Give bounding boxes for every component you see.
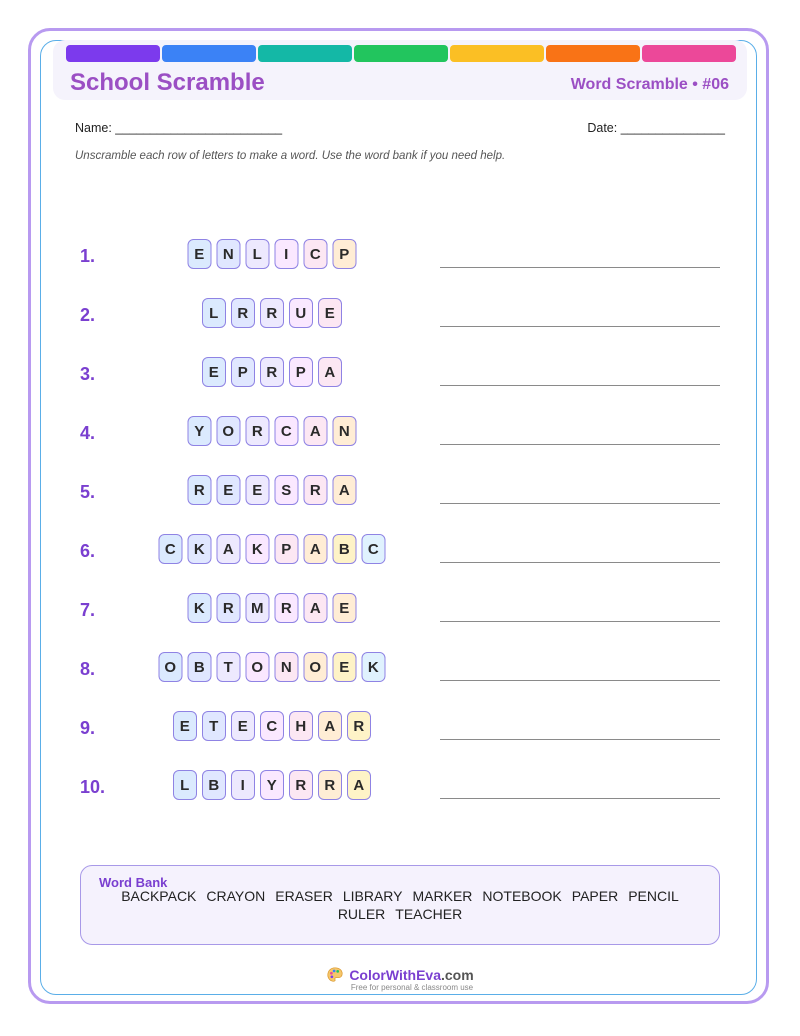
letter-tiles xyxy=(159,534,386,564)
letter-tile: A xyxy=(304,416,328,446)
letter-tile: N xyxy=(275,652,299,682)
answer-line[interactable] xyxy=(440,326,720,327)
letter-tile: B xyxy=(333,534,357,564)
puzzle-row xyxy=(0,296,800,336)
letter-tiles xyxy=(173,711,371,741)
letter-tile: R xyxy=(188,475,212,505)
letter-tile: E xyxy=(333,593,357,623)
puzzle-row xyxy=(0,532,800,572)
worksheet-subtitle: Word Scramble • #06 xyxy=(570,76,729,93)
word-bank-word: CRAYON xyxy=(206,888,266,904)
letter-tile: L xyxy=(246,239,270,269)
letter-tile: E xyxy=(202,357,226,387)
stripe-segment xyxy=(354,45,448,62)
letter-tile: I xyxy=(231,770,255,800)
letter-tile: L xyxy=(202,298,226,328)
puzzle-number: 1. xyxy=(80,246,96,266)
letter-tiles xyxy=(188,593,357,623)
letter-tile: K xyxy=(246,534,270,564)
letter-tile: R xyxy=(260,357,284,387)
letter-tile: Y xyxy=(188,416,212,446)
answer-line[interactable] xyxy=(440,739,720,740)
letter-tile: C xyxy=(275,416,299,446)
stripe-segment xyxy=(642,45,736,62)
letter-tiles xyxy=(188,475,357,505)
letter-tile: R xyxy=(231,298,255,328)
puzzle-number: 9. xyxy=(80,718,96,738)
letter-tile: A xyxy=(304,593,328,623)
color-stripe xyxy=(66,45,736,62)
letter-tile: U xyxy=(289,298,313,328)
word-bank-box xyxy=(80,865,720,945)
answer-line[interactable] xyxy=(440,621,720,622)
letter-tile: C xyxy=(260,711,284,741)
letter-tile: P xyxy=(275,534,299,564)
letter-tile: N xyxy=(217,239,241,269)
puzzle-number: 3. xyxy=(80,364,96,384)
letter-tile: E xyxy=(231,711,255,741)
letter-tile: P xyxy=(289,357,313,387)
puzzle-number: 2. xyxy=(80,305,96,325)
word-bank-word: RULER xyxy=(337,906,386,922)
letter-tile: C xyxy=(159,534,183,564)
answer-line[interactable] xyxy=(440,562,720,563)
date-field[interactable]: Date: _______________ xyxy=(587,121,725,135)
letter-tile: M xyxy=(246,593,270,623)
puzzle-number: 7. xyxy=(80,600,96,620)
answer-line[interactable] xyxy=(440,680,720,681)
letter-tile: K xyxy=(362,652,386,682)
letter-tile: C xyxy=(304,239,328,269)
letter-tile: K xyxy=(188,593,212,623)
puzzle-number: 5. xyxy=(80,482,96,502)
word-bank-word: PAPER xyxy=(571,888,619,904)
puzzle-row xyxy=(0,709,800,749)
letter-tile: A xyxy=(347,770,371,800)
footer-tagline: Free for personal & classroom use xyxy=(350,983,474,992)
letter-tile: B xyxy=(202,770,226,800)
word-bank-words xyxy=(101,887,699,923)
letter-tile: K xyxy=(188,534,212,564)
letter-tile: E xyxy=(333,652,357,682)
letter-tile: H xyxy=(289,711,313,741)
stripe-segment xyxy=(258,45,352,62)
puzzle-row xyxy=(0,414,800,454)
letter-tile: T xyxy=(202,711,226,741)
letter-tile: E xyxy=(246,475,270,505)
letter-tile: E xyxy=(318,298,342,328)
puzzle-row xyxy=(0,473,800,513)
puzzle-number: 4. xyxy=(80,423,96,443)
puzzle-row xyxy=(0,355,800,395)
letter-tile: O xyxy=(304,652,328,682)
letter-tiles xyxy=(173,770,371,800)
letter-tile: R xyxy=(260,298,284,328)
letter-tile: E xyxy=(217,475,241,505)
letter-tile: S xyxy=(275,475,299,505)
letter-tile: T xyxy=(217,652,241,682)
letter-tile: Y xyxy=(260,770,284,800)
puzzle-row xyxy=(0,237,800,277)
puzzle-number: 6. xyxy=(80,541,96,561)
letter-tile: P xyxy=(333,239,357,269)
brand-com: .com xyxy=(440,967,474,983)
word-bank-word: TEACHER xyxy=(395,906,463,922)
letter-tile: I xyxy=(275,239,299,269)
letter-tile: A xyxy=(333,475,357,505)
stripe-segment xyxy=(450,45,544,62)
letter-tiles xyxy=(159,652,386,682)
letter-tile: A xyxy=(304,534,328,564)
name-field[interactable]: Name: ________________________ xyxy=(75,121,283,135)
word-bank-word: NOTEBOOK xyxy=(482,888,562,904)
answer-line[interactable] xyxy=(440,503,720,504)
letter-tile: R xyxy=(304,475,328,505)
word-bank-word: PENCIL xyxy=(628,888,679,904)
letter-tile: A xyxy=(318,711,342,741)
puzzle-number: 10. xyxy=(80,777,106,797)
letter-tile: R xyxy=(246,416,270,446)
answer-line[interactable] xyxy=(440,385,720,386)
letter-tiles xyxy=(202,298,342,328)
word-bank-title: Word Bank xyxy=(99,875,168,890)
letter-tile: L xyxy=(173,770,197,800)
word-bank-word: BACKPACK xyxy=(121,888,197,904)
letter-tile: R xyxy=(217,593,241,623)
letter-tile: N xyxy=(333,416,357,446)
letter-tile: R xyxy=(289,770,313,800)
instructions-text: Unscramble each row of letters to make a word. Use the word bank if you need help. xyxy=(75,150,506,162)
letter-tile: C xyxy=(362,534,386,564)
letter-tiles xyxy=(202,357,342,387)
letter-tile: A xyxy=(217,534,241,564)
answer-line[interactable] xyxy=(440,444,720,445)
stripe-segment xyxy=(66,45,160,62)
stripe-segment xyxy=(162,45,256,62)
answer-line[interactable] xyxy=(440,267,720,268)
puzzle-number: 8. xyxy=(80,659,96,679)
stripe-segment xyxy=(546,45,640,62)
letter-tile: R xyxy=(318,770,342,800)
letter-tile: E xyxy=(188,239,212,269)
word-bank-word: ERASER xyxy=(275,888,333,904)
letter-tile: E xyxy=(173,711,197,741)
answer-line[interactable] xyxy=(440,798,720,799)
letter-tile: R xyxy=(347,711,371,741)
brand-color: Color xyxy=(349,967,386,983)
letter-tile: A xyxy=(318,357,342,387)
brand-witheva: WithEva xyxy=(385,967,441,983)
letter-tile: O xyxy=(246,652,270,682)
letter-tile: B xyxy=(188,652,212,682)
letter-tile: O xyxy=(217,416,241,446)
puzzle-row xyxy=(0,650,800,690)
letter-tiles xyxy=(188,416,357,446)
letter-tile: R xyxy=(275,593,299,623)
letter-tile: P xyxy=(231,357,255,387)
word-bank-word: MARKER xyxy=(412,888,473,904)
puzzle-row xyxy=(0,591,800,631)
inner-border xyxy=(40,40,757,995)
letter-tile: O xyxy=(159,652,183,682)
word-bank-word: LIBRARY xyxy=(342,888,403,904)
page-title: School Scramble xyxy=(70,69,265,96)
letter-tiles xyxy=(188,239,357,269)
puzzle-row xyxy=(0,768,800,808)
palette-icon xyxy=(326,966,344,984)
